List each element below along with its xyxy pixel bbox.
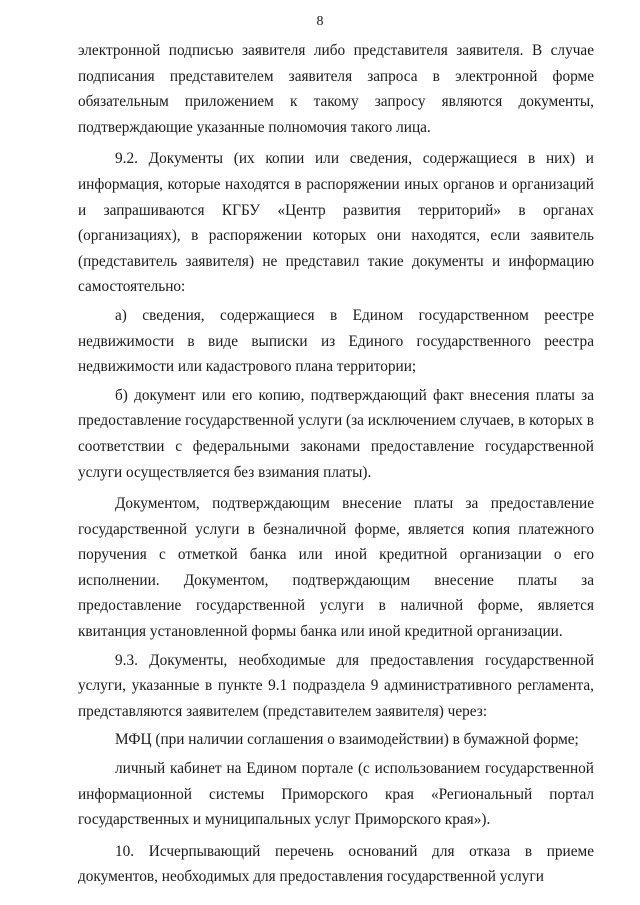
paragraph-continuation: электронной подписью заявителя либо представителя заявителя. В случае подписания представителем заявителя запроса в электронной форме обязательным приложением к такому запросу являются документы, подтверждающие указанные полномочия такого лица.	[78, 42, 594, 136]
page-number: 8	[316, 14, 324, 29]
paragraph-payment-documents: Документом, подтверждающим внесение платы за предоставление государственной услуги в безналичной форме, является копия платежного поручения с отметкой банка или иной кредитной организации о его исполнении. Документом, подтверждающим внесение платы за предоставление государственной услуги в наличной форме, является квитанция установленной формы банка или иной кредитной организации.	[78, 495, 594, 641]
paragraph-item-b: б) документ или его копию, подтверждающий факт внесения платы за предоставление государственной услуги (за исключением случаев, в которых в соответствии с федеральными законами предоставление государственной услуги осуществляется без взимания платы).	[78, 386, 594, 481]
paragraph-item-a: а) сведения, содержащиеся в Едином государственном реестре недвижимости в виде выписки из Единого государственного реестра недвижимости или кадастрового плана территории;	[78, 306, 594, 376]
paragraph-9-2: 9.2. Документы (их копии или сведения, содержащиеся в них) и информация, которые находятся в распоряжении иных органов и организаций и запрашиваются КГБУ «Центр развития территорий» в органах (организациях), в распоряжении которых они находятся, если заявитель (представитель заявителя) не представил такие документы и информацию самостоятельно:	[78, 150, 594, 296]
paragraph-personal-account: личный кабинет на Едином портале (с использованием государственной информационной системы Приморского края «Региональный портал государственных и муниципальных услуг Приморского края»).	[78, 760, 594, 829]
document-body	[78, 38, 594, 890]
paragraph-mfc: МФЦ (при наличии соглашения о взаимодействии) в бумажной форме;	[115, 731, 579, 749]
paragraph-section-10: 10. Исчерпывающий перечень оснований для отказа в приеме документов, необходимых для предоставления государственной услуги	[78, 842, 594, 886]
paragraph-9-3: 9.3. Документы, необходимые для предоставления государственной услуги, указанные в пункте 9.1 подраздела 9 административного регламента, представляются заявителем (представителем заявителя) через:	[78, 651, 594, 720]
